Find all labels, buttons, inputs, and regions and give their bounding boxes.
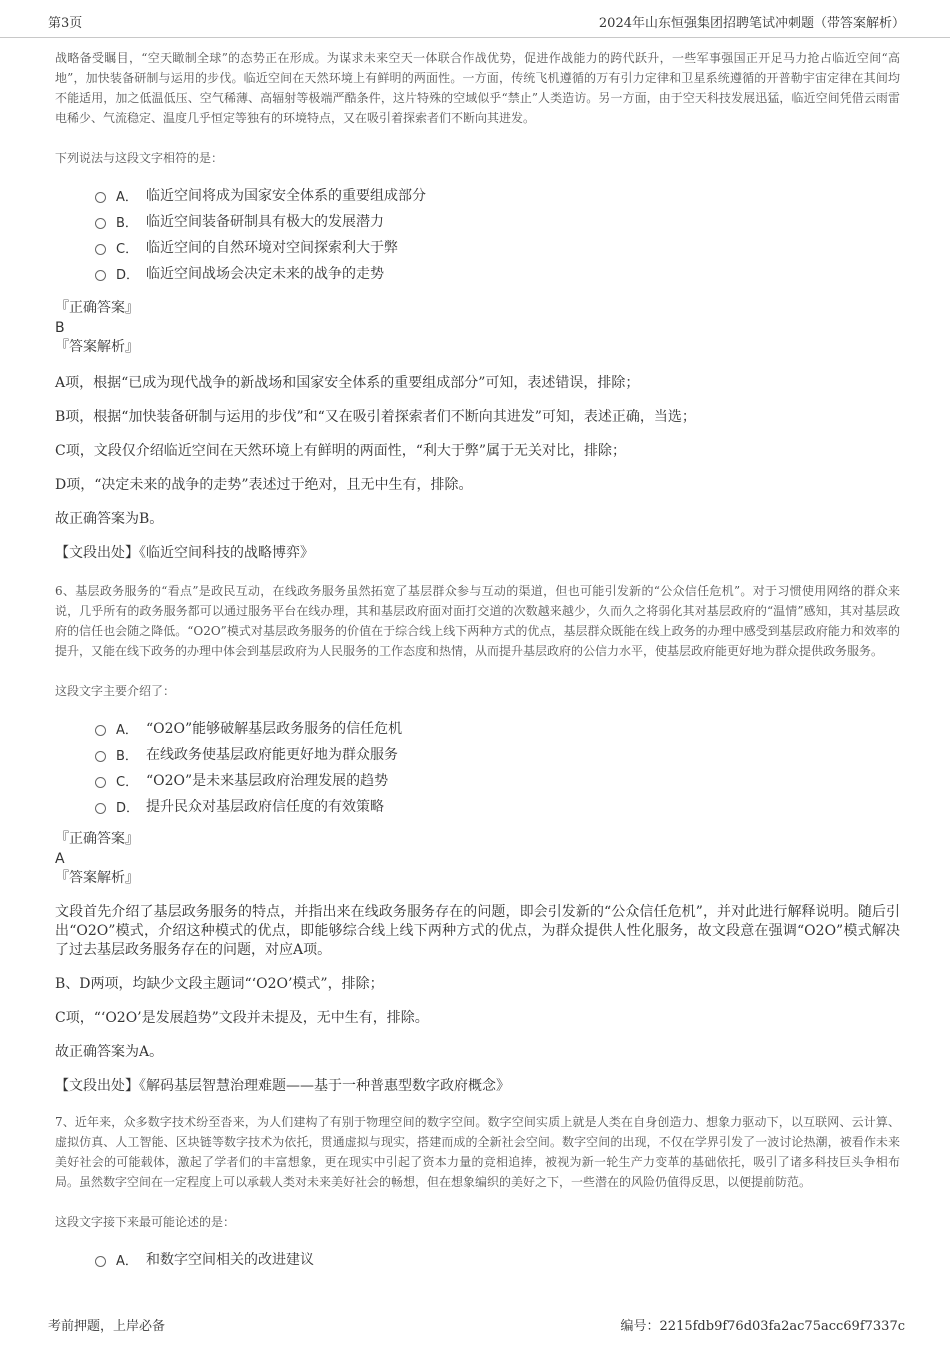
radio-button[interactable]: [95, 751, 106, 762]
option-text: “O2O”是未来基层政府治理发展的趋势: [146, 773, 389, 789]
page-content: [55, 48, 900, 1272]
option-letter: A．: [116, 722, 138, 738]
page-number: 第3页: [48, 16, 83, 31]
document-title: 2024年山东恒强集团招聘笔试冲刺题（带答案解析）: [598, 16, 905, 31]
analysis-line: A项，根据“已成为现代战争的新战场和国家安全体系的重要组成部分”可知，表述错误，排除；: [55, 375, 640, 391]
option-list: [95, 715, 900, 819]
analysis-line: 文段首先介绍了基层政务服务的特点，并指出来在线政务服务存在的问题，即会引发新的“公众信任危机”，并对此进行解释说明。随后引出“O2O”模式，介绍这种模式的优点，即能够综合线上线下两种方式的优点，为群众提供人性化服务，故文段意在强调“O2O”模式解决了过去基层政务服务存在的问题，对应A项。: [55, 904, 900, 958]
question-passage: 7、近年来，众多数字技术纷至沓来，为人们建构了有别于物理空间的数字空间。数字空间实质上就是人类在自身创造力、想象力驱动下，以互联网、云计算、虚拟仿真、人工智能、区块链等数字技术为依托，贯通虚拟与现实，搭建而成的全新社会空间。数字空间的出现，不仅在学界引发了一波讨论热潮，被看作未来美好社会的可能载体，激起了学者们的丰富想象，更在现实中引起了资本力量的竞相追捧，被视为新一轮生产力变革的基础依托，吸引了诸多科技巨头争相布局。虽然数字空间在一定程度上可以承载人类对未来美好社会的畅想，但在想象编织的美好之下，一些潜在的风险仍值得反思，以便提前防范。: [55, 1115, 900, 1189]
option-text: 临近空间的自然环境对空间探索利大于弊: [146, 240, 398, 256]
option-c[interactable]: [95, 234, 900, 260]
option-letter: B．: [116, 215, 138, 231]
question-prompt: 下列说法与这段文字相符的是：: [55, 151, 224, 165]
correct-answer: A: [55, 851, 65, 867]
analysis-line: D项，“决定未来的战争的走势”表述过于绝对，且无中生有，排除。: [55, 477, 473, 493]
radio-button[interactable]: [95, 192, 106, 203]
question-7: [55, 1112, 900, 1272]
option-list: [95, 182, 900, 286]
page-footer: [0, 1310, 950, 1340]
radio-button[interactable]: [95, 218, 106, 229]
question-5: [55, 48, 900, 563]
option-text: “O2O”能够破解基层政务服务的信任危机: [146, 721, 403, 737]
option-c[interactable]: [95, 767, 900, 793]
footer-motto: 考前押题，上岸必备: [48, 1319, 166, 1334]
radio-button[interactable]: [95, 244, 106, 255]
answer-label: 『正确答案』: [55, 831, 139, 847]
radio-button[interactable]: [95, 777, 106, 788]
option-d[interactable]: [95, 260, 900, 286]
correct-answer: B: [55, 320, 65, 336]
question-prompt: 这段文字主要介绍了：: [55, 684, 176, 698]
option-letter: D．: [116, 800, 140, 816]
option-letter: A．: [116, 1253, 138, 1269]
option-list: [95, 1246, 900, 1272]
option-text: 在线政务使基层政府能更好地为群众服务: [146, 747, 398, 763]
option-b[interactable]: [95, 741, 900, 767]
question-6: [55, 581, 900, 1096]
analysis-label: 『答案解析』: [55, 339, 139, 355]
analysis-line: C项，文段仅介绍临近空间在天然环境上有鲜明的两面性，“利大于弊”属于无关对比，排除；: [55, 443, 627, 459]
passage-source: 【文段出处】《临近空间科技的战略博弈》: [55, 545, 314, 561]
option-text: 提升民众对基层政府信任度的有效策略: [146, 799, 384, 815]
passage-source: 【文段出处】《解码基层智慧治理难题——基于一种普惠型数字政府概念》: [55, 1078, 510, 1094]
document-serial: 编号：2215fdb9f76d03fa2ac75acc69f7337c: [620, 1319, 905, 1334]
question-prompt: 这段文字接下来最可能论述的是：: [55, 1215, 236, 1229]
analysis-line: C项，“‘O2O’是发展趋势”文段并未提及，无中生有，排除。: [55, 1010, 429, 1026]
option-letter: C．: [116, 774, 139, 790]
option-text: 临近空间装备研制具有极大的发展潜力: [146, 214, 384, 230]
radio-button[interactable]: [95, 270, 106, 281]
radio-button[interactable]: [95, 1256, 106, 1267]
option-d[interactable]: [95, 793, 900, 819]
page-header: [0, 0, 950, 38]
option-text: 和数字空间相关的改进建议: [146, 1252, 314, 1268]
option-letter: D．: [116, 267, 140, 283]
analysis-conclusion: 故正确答案为A。: [55, 1044, 164, 1060]
question-passage: 6、基层政务服务的“看点”是政民互动，在线政务服务虽然拓宽了基层群众参与互动的渠道，但也可能引发新的“公众信任危机”。对于习惯使用网络的群众来说，几乎所有的政务服务都可以通过服务平台在线办理，其和基层政府面对面打交道的次数越来越少，久而久之将弱化其对基层政府的“温情”感知，其对基层政府的信任也会随之降低。“O2O”模式对基层政务服务的价值在于综合线上线下两种方式的优点，基层群众既能在线上政务的办理中感受到基层政府能力和效率的提升，又能在线下政务的办理中体会到基层政府为人民服务的工作态度和热情，从而提升基层政府的公信力水平，使基层政府能更好地为群众提供政务服务。: [55, 584, 900, 658]
option-a[interactable]: [95, 182, 900, 208]
analysis-line: B项，根据“加快装备研制与运用的步伐”和“又在吸引着探索者们不断向其进发”可知，表述正确，当选；: [55, 409, 696, 425]
radio-button[interactable]: [95, 803, 106, 814]
analysis-conclusion: 故正确答案为B。: [55, 511, 164, 527]
analysis-label: 『答案解析』: [55, 870, 139, 886]
option-letter: A．: [116, 189, 138, 205]
option-b[interactable]: [95, 208, 900, 234]
option-letter: B．: [116, 748, 138, 764]
option-text: 临近空间战场会决定未来的战争的走势: [146, 266, 384, 282]
option-text: 临近空间将成为国家安全体系的重要组成部分: [146, 188, 426, 204]
radio-button[interactable]: [95, 725, 106, 736]
option-a[interactable]: [95, 1246, 900, 1272]
option-a[interactable]: [95, 715, 900, 741]
analysis-line: B、D两项，均缺少文段主题词“‘O2O’模式”，排除；: [55, 976, 384, 992]
question-passage: 战略备受瞩目，“空天瞰制全球”的态势正在形成。为谋求未来空天一体联合作战优势，促进作战能力的跨代跃升，一些军事强国正开足马力抢占临近空间“高地”，加快装备研制与运用的步伐。临近空间在天然环境上有鲜明的两面性。一方面，传统飞机遵循的万有引力定律和卫星系统遵循的开普勒宇宙定律在其间均不能适用，加之低温低压、空气稀薄、高辐射等极端严酷条件，这片特殊的空域似乎“禁止”人类造访。另一方面，由于空天科技发展迅猛，临近空间凭借云雨雷电稀少、气流稳定、温度几乎恒定等独有的环境特点，又在吸引着探索者们不断向其进发。: [55, 51, 900, 125]
answer-label: 『正确答案』: [55, 300, 139, 316]
option-letter: C．: [116, 241, 139, 257]
